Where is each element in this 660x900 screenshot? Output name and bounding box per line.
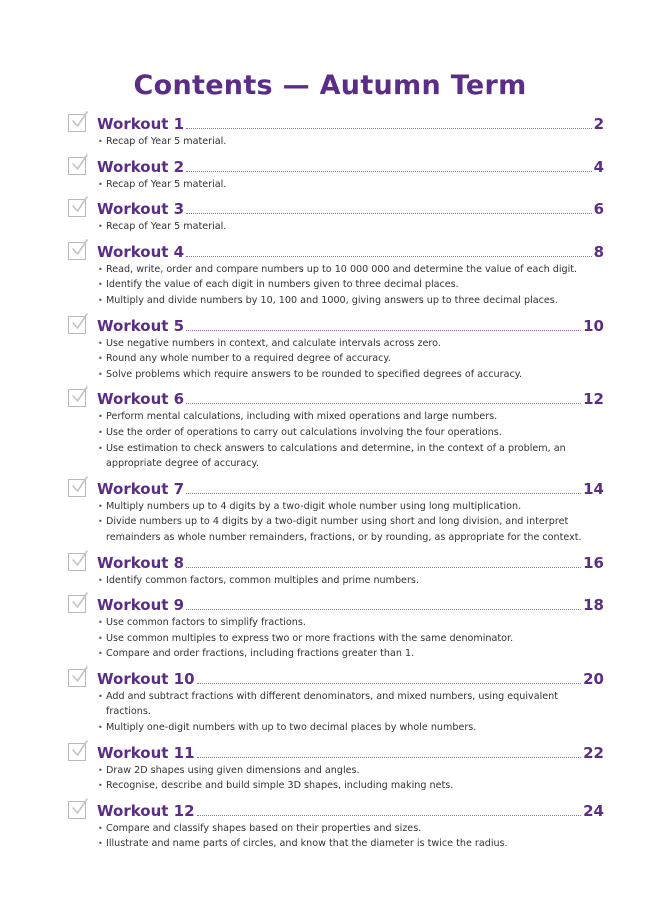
objective-item: • Recap of Year 5 material. — [98, 219, 604, 235]
contents-entry — [68, 113, 604, 150]
entry-heading — [68, 552, 604, 573]
workout-title[interactable]: Workout 4 — [97, 242, 185, 261]
dot-leader — [186, 128, 591, 129]
page-number[interactable]: 12 — [583, 390, 604, 409]
objective-item: • Draw 2D shapes using given dimensions and angles. — [98, 763, 604, 779]
workout-title[interactable]: Workout 5 — [97, 316, 185, 335]
contents-entry — [68, 388, 604, 471]
dot-leader — [186, 213, 591, 214]
objective-item: • Recap of Year 5 material. — [98, 177, 604, 193]
objective-item: • Multiply numbers up to 4 digits by a two-digit whole number using long multiplication. — [98, 499, 604, 515]
page-number[interactable]: 10 — [583, 316, 604, 335]
objective-item: • Round any whole number to a required degree of accuracy. — [98, 351, 604, 367]
dot-leader — [186, 609, 581, 610]
objective-item: • Solve problems which require answers to be rounded to specified degrees of accuracy. — [98, 367, 604, 383]
objective-item: • Multiply one-digit numbers with up to two decimal places by whole numbers. — [98, 720, 604, 736]
objectives-list — [68, 615, 604, 662]
objective-item: • Divide numbers up to 4 digits by a two-digit number using short and long division, and interpret remainders as whole number remainders, fractions, or by rounding, as appropriate for the context. — [98, 514, 604, 545]
objective-item: • Illustrate and name parts of circles, and know that the diameter is twice the radius. — [98, 836, 604, 852]
checkmark-icon — [70, 797, 90, 817]
contents-entry — [68, 594, 604, 662]
contents-entry — [68, 552, 604, 589]
checkmark-icon — [70, 591, 90, 611]
contents-entry — [68, 156, 604, 193]
checkbox[interactable] — [68, 114, 86, 132]
dot-leader — [186, 403, 581, 404]
objective-item: • Compare and classify shapes based on their properties and sizes. — [98, 821, 604, 837]
checkmark-icon — [70, 475, 90, 495]
objective-item: • Recap of Year 5 material. — [98, 134, 604, 150]
objectives-list — [68, 763, 604, 794]
workout-title[interactable]: Workout 8 — [97, 553, 185, 572]
objectives-list — [68, 336, 604, 383]
workout-title[interactable]: Workout 2 — [97, 157, 185, 176]
objectives-list — [68, 262, 604, 309]
entry-heading — [68, 800, 604, 821]
workout-title[interactable]: Workout 9 — [97, 596, 185, 615]
objectives-list — [68, 409, 604, 471]
entry-heading — [68, 388, 604, 409]
entry-heading — [68, 668, 604, 689]
entry-heading — [68, 594, 604, 615]
objective-item: • Use common multiples to express two or more fractions with the same denominator. — [98, 631, 604, 647]
page-number[interactable]: 4 — [593, 157, 604, 176]
checkbox[interactable] — [68, 595, 86, 613]
workout-title[interactable]: Workout 10 — [97, 669, 195, 688]
checkmark-icon — [70, 153, 90, 173]
dot-leader — [186, 493, 581, 494]
checkbox[interactable] — [68, 242, 86, 260]
contents-list — [68, 113, 604, 858]
entry-heading — [68, 198, 604, 219]
page-number[interactable]: 2 — [593, 115, 604, 133]
objectives-list — [68, 573, 604, 589]
page-number[interactable]: 14 — [583, 479, 604, 498]
objectives-list — [68, 499, 604, 546]
page-number[interactable]: 16 — [583, 553, 604, 572]
workout-title[interactable]: Workout 12 — [97, 801, 195, 820]
checkmark-icon — [70, 385, 90, 405]
checkmark-icon — [70, 665, 90, 685]
workout-title[interactable]: Workout 7 — [97, 479, 185, 498]
checkmark-icon — [70, 238, 90, 258]
objectives-list — [68, 219, 604, 235]
checkbox[interactable] — [68, 743, 86, 761]
entry-heading — [68, 156, 604, 177]
objective-item: • Use negative numbers in context, and calculate intervals across zero. — [98, 336, 604, 352]
checkbox[interactable] — [68, 479, 86, 497]
contents-entry — [68, 478, 604, 546]
contents-entry — [68, 315, 604, 383]
dot-leader — [197, 683, 582, 684]
objective-item: • Identify common factors, common multiples and prime numbers. — [98, 573, 604, 589]
objective-item: • Compare and order fractions, including fractions greater than 1. — [98, 646, 604, 662]
objective-item: • Perform mental calculations, including with mixed operations and large numbers. — [98, 409, 604, 425]
contents-entry — [68, 800, 604, 852]
page-number[interactable]: 20 — [583, 669, 604, 688]
checkmark-icon — [70, 110, 90, 130]
objective-item: • Use the order of operations to carry out calculations involving the four operations. — [98, 425, 604, 441]
checkbox[interactable] — [68, 389, 86, 407]
checkbox[interactable] — [68, 801, 86, 819]
workout-title[interactable]: Workout 1 — [97, 115, 185, 133]
workout-title[interactable]: Workout 3 — [97, 200, 185, 219]
checkbox[interactable] — [68, 553, 86, 571]
page-number[interactable]: 18 — [583, 596, 604, 615]
contents-entry — [68, 668, 604, 736]
dot-leader — [197, 757, 582, 758]
checkbox[interactable] — [68, 316, 86, 334]
dot-leader — [197, 815, 582, 816]
entry-heading — [68, 113, 604, 134]
dot-leader — [186, 330, 581, 331]
objective-item: • Read, write, order and compare numbers up to 10 000 000 and determine the value of each digit. — [98, 262, 604, 278]
page-number[interactable]: 8 — [593, 242, 604, 261]
checkmark-icon — [70, 312, 90, 332]
entry-heading — [68, 315, 604, 336]
objectives-list — [68, 177, 604, 193]
objective-item: • Add and subtract fractions with different denominators, and mixed numbers, using equivalent fractions. — [98, 689, 604, 720]
checkmark-icon — [70, 549, 90, 569]
checkbox[interactable] — [68, 157, 86, 175]
entry-heading — [68, 478, 604, 499]
contents-entry — [68, 241, 604, 309]
contents-entry — [68, 198, 604, 235]
entry-heading — [68, 241, 604, 262]
contents-entry — [68, 742, 604, 794]
objective-item: • Identify the value of each digit in numbers given to three decimal places. — [98, 277, 604, 293]
page-number[interactable]: 24 — [583, 801, 604, 820]
checkbox[interactable] — [68, 199, 86, 217]
dot-leader — [186, 256, 591, 257]
page-number[interactable]: 22 — [583, 743, 604, 762]
dot-leader — [186, 567, 581, 568]
workout-title[interactable]: Workout 11 — [97, 743, 195, 762]
page-number[interactable]: 6 — [593, 200, 604, 219]
workout-title[interactable]: Workout 6 — [97, 390, 185, 409]
checkmark-icon — [70, 195, 90, 215]
objective-item: • Recognise, describe and build simple 3D shapes, including making nets. — [98, 778, 604, 794]
entry-heading — [68, 742, 604, 763]
objectives-list — [68, 134, 604, 150]
objective-item: • Multiply and divide numbers by 10, 100 and 1000, giving answers up to three decimal places. — [98, 293, 604, 309]
dot-leader — [186, 171, 591, 172]
checkbox[interactable] — [68, 669, 86, 687]
objective-item: • Use estimation to check answers to calculations and determine, in the context of a problem, an appropriate degree of accuracy. — [98, 441, 604, 472]
page-title: Contents — Autumn Term — [133, 70, 527, 101]
objectives-list — [68, 689, 604, 736]
objective-item: • Use common factors to simplify fractions. — [98, 615, 604, 631]
checkmark-icon — [70, 739, 90, 759]
objectives-list — [68, 821, 604, 852]
